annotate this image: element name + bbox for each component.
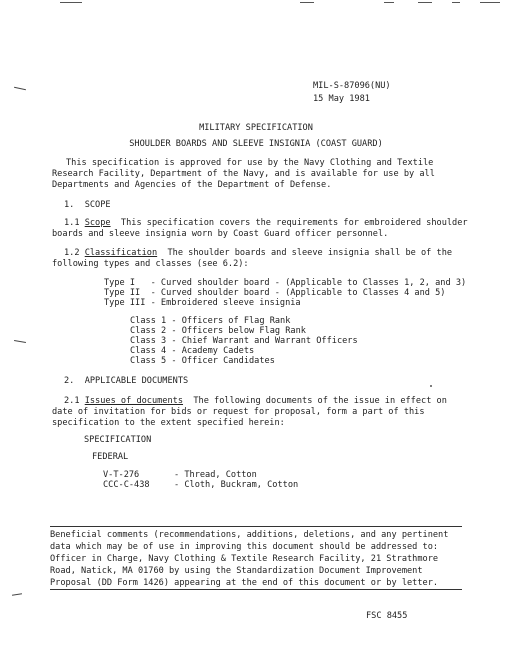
comments-box-top-rule [50,526,462,527]
paragraph-text: The shoulder boards and sleeve insignia shall be of the [157,248,453,258]
spec-subject-title: SHOULDER BOARDS AND SLEEVE INSIGNIA (COAST GUARD) [129,139,383,149]
scan-speck [430,385,432,387]
scan-artifact-top-6 [480,2,500,3]
margin-mark-3 [12,593,22,595]
paragraph-title: Scope [84,218,111,228]
approval-line-3: Departments and Agencies of the Department of Defense. [52,180,332,190]
paragraph-text: This specification covers the requirements for embroidered shoulder [110,218,468,228]
paragraph-number: 2.1 [64,396,85,406]
paragraph-title: Issues of documents [84,396,184,406]
type-item: Type I - Curved shoulder board - (Applicable to Classes 1, 2, and 3) [104,278,467,288]
approval-line-1: This specification is approved for use by the Navy Clothing and Textile [66,158,434,168]
section-1-heading: 1. SCOPE [64,200,111,210]
comments-line-2: data which may be of use in improving this document should be addressed to: [50,542,439,552]
federal-description: - Cloth, Buckram, Cotton [174,480,299,490]
federal-code: CCC-C-438 [103,480,150,490]
comments-box-bottom-rule [50,589,462,590]
margin-mark-2 [14,340,26,343]
federal-code: V-T-276 [103,470,140,480]
margin-mark-1 [14,87,26,90]
paragraph-title: Classification [84,248,158,258]
document-number: MIL-S-87096(NU) [313,81,391,91]
approval-line-2: Research Facility, Department of the Navy, and is available for use by all [52,169,435,179]
specification-label: SPECIFICATION [84,435,152,445]
paragraph-1-1-line-2: boards and sleeve insignia worn by Coast Guard officer personnel. [52,229,389,239]
paragraph-2-1-line-2: date of invitation for bids or request for proposal, form a part of this [52,407,425,417]
paragraph-1-2-line-1 [64,248,452,259]
comments-line-3: Officer in Charge, Navy Clothing & Textile Research Facility, 21 Strathmore [50,554,439,564]
section-2-heading: 2. APPLICABLE DOCUMENTS [64,376,189,386]
paragraph-number: 1.2 [64,248,85,258]
federal-label: FEDERAL [92,452,129,462]
paragraph-2-1-line-3: specification to the extent specified herein: [52,418,285,428]
class-item: Class 2 - Officers below Flag Rank [130,326,306,336]
class-item: Class 5 - Officer Candidates [130,356,275,366]
paragraph-text: The following documents of the issue in effect on [183,396,447,406]
scan-artifact-top-3 [384,2,394,3]
class-item: Class 1 - Officers of Flag Rank [130,316,291,326]
paragraph-1-1-line-1 [64,218,468,229]
scan-artifact-top-2 [300,2,314,3]
fsc-code: FSC 8455 [366,611,408,621]
comments-line-5: Proposal (DD Form 1426) appearing at the end of this document or by letter. [50,578,439,588]
class-item: Class 3 - Chief Warrant and Warrant Officers [130,336,358,346]
class-item: Class 4 - Academy Cadets [130,346,255,356]
scan-artifact-top-4 [418,2,432,3]
spec-type-title: MILITARY SPECIFICATION [199,123,313,133]
paragraph-number: 1.1 [64,218,85,228]
document-date: 15 May 1981 [313,94,370,104]
federal-description: - Thread, Cotton [174,470,257,480]
paragraph-1-2-line-2: following types and classes (see 6.2): [52,259,249,269]
comments-line-4: Road, Natick, MA 01760 by using the Standardization Document Improvement [50,566,423,576]
paragraph-2-1-line-1 [64,396,447,407]
scan-artifact-top-5 [452,2,460,3]
type-item: Type III - Embroidered sleeve insignia [104,298,301,308]
scan-artifact-top-1 [60,2,82,3]
type-item: Type II - Curved shoulder board - (Applicable to Classes 4 and 5) [104,288,446,298]
comments-line-1: Beneficial comments (recommendations, additions, deletions, and any pertinent [50,530,449,540]
